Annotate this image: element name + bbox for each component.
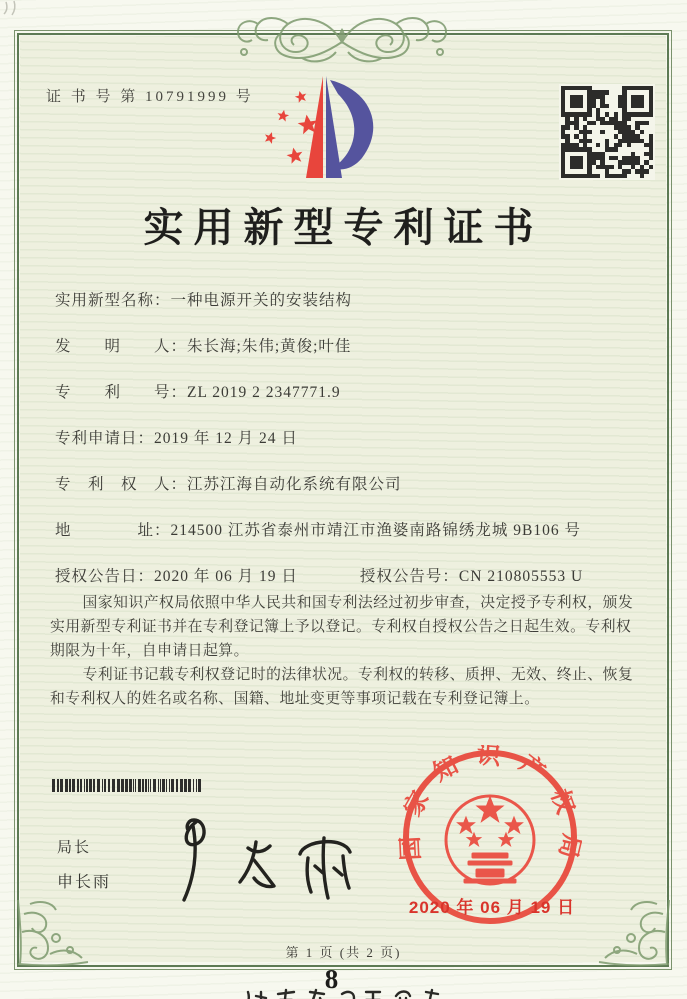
field-value: 2019 年 12 月 24 日 xyxy=(154,430,298,447)
field-value: 214500 江苏省泰州市靖江市渔婆南路锦绣龙城 9B106 号 xyxy=(170,522,581,539)
field-label: 专 利 号： xyxy=(55,384,188,401)
page-number-footer: 第 1 页 (共 2 页) xyxy=(285,945,402,960)
field-filing-date xyxy=(55,426,651,472)
certificate-fields xyxy=(55,288,651,610)
field-label: 专利申请日： xyxy=(55,430,155,447)
field-value: ZL 2019 2 2347771.9 xyxy=(187,384,341,401)
field-label: 授权公告号： xyxy=(359,568,459,585)
cnipa-logo-icon xyxy=(252,70,402,193)
field-value: CN 210805553 U xyxy=(458,568,584,585)
field-label: 专 利 权 人： xyxy=(55,476,188,493)
field-value: 2020 年 06 月 19 日 xyxy=(154,568,298,585)
field-label: 发 明 人： xyxy=(55,338,188,355)
field-label: 授权公告日： xyxy=(55,568,155,585)
seal-date: 2020 年 06 月 19 日 xyxy=(408,898,576,917)
bottom-handwritten-number: 8 xyxy=(324,964,339,994)
field-value: 江苏江海自动化系统有限公司 xyxy=(187,476,402,493)
field-patentee xyxy=(55,472,651,518)
svg-text:国家知识产权局: 国家知识产权局 xyxy=(398,745,582,878)
certificate-title: 实用新型专利证书 xyxy=(143,205,544,250)
field-utility-model-name xyxy=(55,288,651,334)
body-paragraph: 专利证书记载专利权登记时的法律状况。专利权的转移、质押、无效、终止、恢复和专利权人的姓名或名称、国籍、地址变更等事项记载在专利登记簿上。 xyxy=(50,666,634,707)
field-inventors xyxy=(55,334,651,380)
certificate-number: 证 书 号 第 10791999 号 xyxy=(46,89,254,105)
handwritten-signature-icon xyxy=(138,808,378,913)
field-address xyxy=(55,518,651,564)
body-paragraph: 国家知识产权局依照中华人民共和国专利法经过初步审查，决定授予专利权，颁发实用新型专利证书并在专利登记簿上予以登记。专利权自授权公告之日起生效。专利权期限为十年，自申请日起算。 xyxy=(50,595,634,659)
field-value: 朱长海;朱伟;黄俊;叶佳 xyxy=(187,338,352,355)
pencil-mark-icon xyxy=(2,0,28,21)
qr-code-icon xyxy=(559,84,655,180)
top-border-ornament-icon xyxy=(224,8,460,70)
field-patent-number xyxy=(55,380,651,426)
director-title: 局长 xyxy=(57,840,92,856)
field-value: 一种电源开关的安装结构 xyxy=(170,292,353,309)
cut-off-handwriting-icon xyxy=(240,988,450,999)
barcode-icon xyxy=(52,779,254,792)
director-block xyxy=(57,836,111,892)
field-label: 实用新型名称： xyxy=(55,292,171,309)
director-name: 申长雨 xyxy=(57,874,112,891)
certificate-body xyxy=(50,592,643,712)
field-label: 地 址： xyxy=(55,522,171,539)
